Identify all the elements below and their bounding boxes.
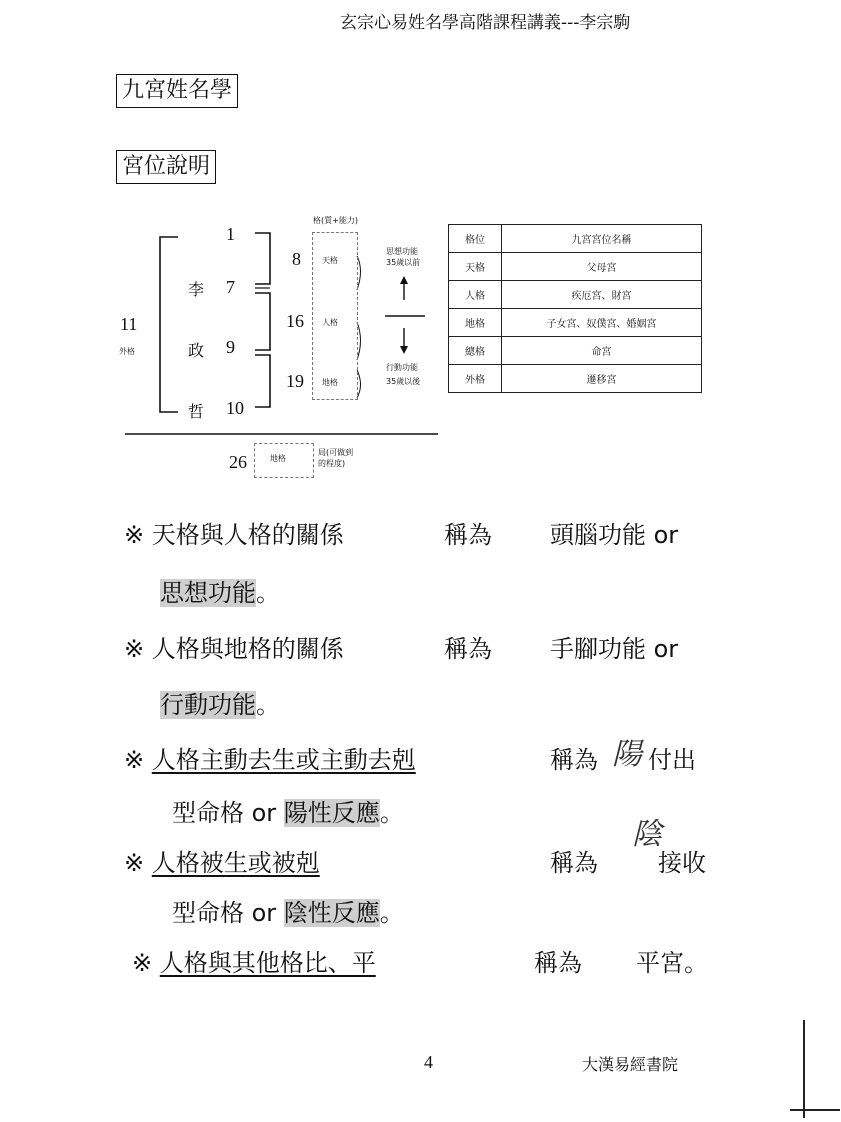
statement-5-b: 稱為 [534,949,582,977]
table-row [449,253,702,281]
statement-2-c: 手腳功能 or [550,635,679,663]
highlight-term: 行動功能 [160,691,256,719]
grid-name: 地格 [322,378,338,387]
page-number: 4 [424,1052,433,1072]
name-char: 政 [188,341,205,360]
highlight-term: 思想功能 [160,579,256,607]
grid-name: 天格 [322,256,338,265]
underlined-term: 人格主動去生或主動去剋 [151,746,416,774]
outer-number: 11 [120,314,138,334]
table-cell: 外格 [449,365,502,393]
statement-4-c: 接收 [658,849,706,877]
statement-1-d-wrap [160,578,280,608]
table-cell: 遷移宮 [502,365,702,393]
highlight-term: 陽性反應 [283,799,380,827]
reference-mark: ※ [124,746,145,774]
total-number: 26 [229,452,247,472]
statement-1-b: 稱為 [444,521,492,549]
table-cell: 疾厄宮、財宮 [502,281,702,309]
stroke-number: 10 [226,398,244,418]
table-cell: 天格 [449,253,502,281]
total-name: 地格 [270,454,286,463]
type-text: 型命格 or [172,799,284,827]
publisher-name: 大漢易經書院 [582,1055,679,1074]
table-cell: 地格 [449,309,502,337]
table-cell: 父母宮 [502,253,702,281]
table-cell: 子女宮、奴僕宮、婚姻宮 [502,309,702,337]
stroke-number: 1 [226,224,235,244]
grid-number: 16 [286,311,304,331]
page-header: 玄宗心易姓名學高階課程講義---李宗駒 [340,13,631,33]
statement-1-c: 頭腦功能 or [550,521,679,549]
punct: 。 [379,799,404,827]
statement-2-b: 稱為 [444,635,492,663]
stroke-number: 9 [226,337,235,357]
diagram-top-label: 格(質+能力) [313,216,358,225]
stroke-number: 7 [226,277,235,297]
section-subtitle: 宮位說明 [116,150,216,184]
statement-4-d-wrap [172,898,404,928]
outer-label: 外格 [119,347,135,356]
diagram-lines [0,0,841,500]
punct: 。 [256,691,280,719]
grid-number: 19 [286,371,304,391]
grid-name: 人格 [322,318,338,327]
section-title: 九宮姓名學 [116,74,238,108]
statement-3-c: 付出 [648,746,696,774]
underlined-term: 人格與其他格比、平 [159,949,376,977]
grid-number: 8 [292,249,301,269]
table-cell: 總格 [449,337,502,365]
upper-function: 思想功能 [386,247,418,256]
statement-2-a: ※ 人格與地格的關係 [124,635,344,663]
name-char: 哲 [188,402,205,421]
lower-function: 行動功能 [386,363,418,372]
scan-edge-marks [790,1000,840,1122]
punct: 。 [379,899,404,927]
table-row [449,309,702,337]
total-note: 局(可做到 [318,448,354,457]
highlight-term: 陰性反應 [283,899,380,927]
statement-3-a-wrap [124,745,416,775]
table-header-cell: 格位 [449,225,502,253]
handwritten-yin: 陰 [632,817,662,852]
palace-table [448,224,702,393]
reference-mark: ※ [132,949,153,977]
statement-5-a-wrap [132,948,376,978]
table-row [449,337,702,365]
statement-3-d-wrap [172,798,404,828]
statement-1-a: ※ 天格與人格的關係 [124,521,344,549]
statement-5-c: 平宮。 [636,949,708,977]
handwritten-yang: 陽 [612,737,642,772]
punct: 。 [256,579,280,607]
table-cell: 命宮 [502,337,702,365]
table-row [449,281,702,309]
statement-2-d-wrap [160,690,280,720]
type-text: 型命格 or [172,899,284,927]
statement-4-b: 稱為 [550,849,598,877]
statement-3-b: 稱為 [550,746,598,774]
table-header-row [449,225,702,253]
reference-mark: ※ [124,849,145,877]
statement-4-a-wrap [124,848,320,878]
name-char: 李 [188,280,205,299]
lower-age: 35歲以後 [386,377,421,386]
total-note: 的程度) [318,459,346,468]
table-row [449,365,702,393]
table-header-cell: 九宮宮位名稱 [502,225,702,253]
upper-age: 35歲以前 [386,258,421,267]
table-cell: 人格 [449,281,502,309]
underlined-term: 人格被生或被剋 [151,849,320,877]
